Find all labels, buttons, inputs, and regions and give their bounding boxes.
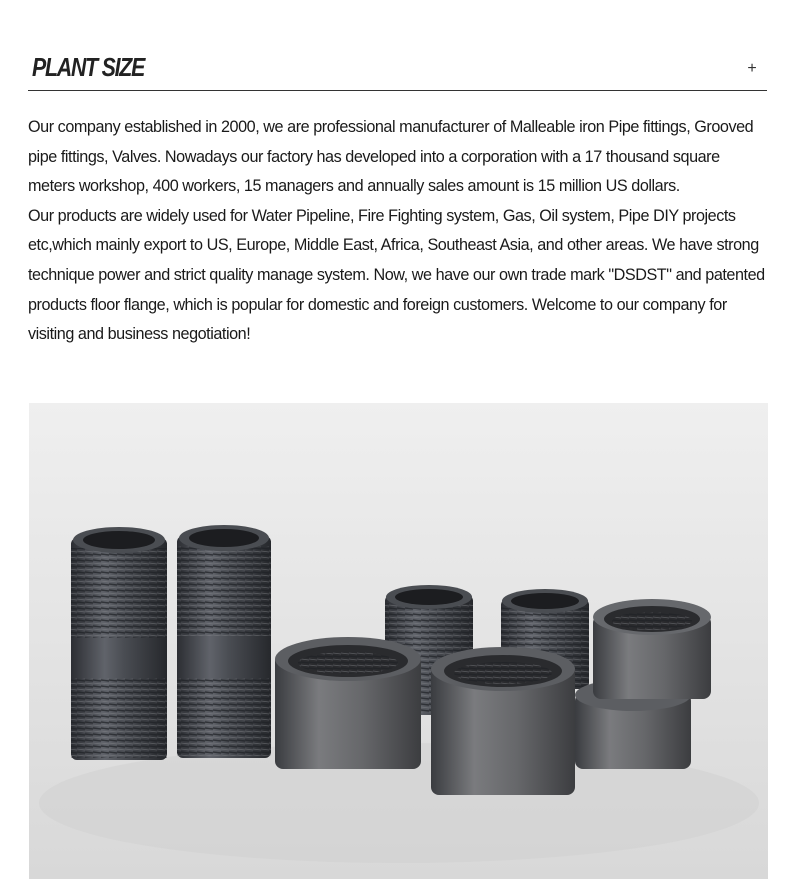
pipe-fittings-photo [29, 403, 768, 879]
plus-icon[interactable]: + [747, 60, 757, 77]
pipe-nipple-2 [177, 525, 271, 758]
description-paragraph-2: Our products are widely used for Water Pipeline, Fire Fighting system, Gas, Oil system, Pipe DIY projects etc,which mainly export to US, Europe, Middle East, Africa, Southeast Asia, and other areas. We have strong technique power and strict quality manage system. Now, we have our own trade mark "DSDST" and patented products floor flange, which is popular for domestic and foreign customers. Welcome to our company for visiting and business negotiation! [28, 206, 765, 344]
company-description [28, 113, 768, 350]
half-coupling-2 [593, 599, 711, 699]
description-paragraph-1: Our company established in 2000, we are professional manufacturer of Malleable iron Pipe fittings, Grooved pipe fittings, Valves. Nowadays our factory has developed into a corporation with a 17 thousand square meters workshop, 400 workers, 15 managers and annually sales amount is 15 million US dollars. [28, 118, 754, 196]
coupling-1 [275, 637, 421, 769]
pipe-nipple-1 [71, 527, 167, 760]
coupling-2 [431, 647, 575, 795]
section-title: PLANT SIZE [32, 52, 145, 82]
plant-size-section-header[interactable] [28, 48, 767, 91]
